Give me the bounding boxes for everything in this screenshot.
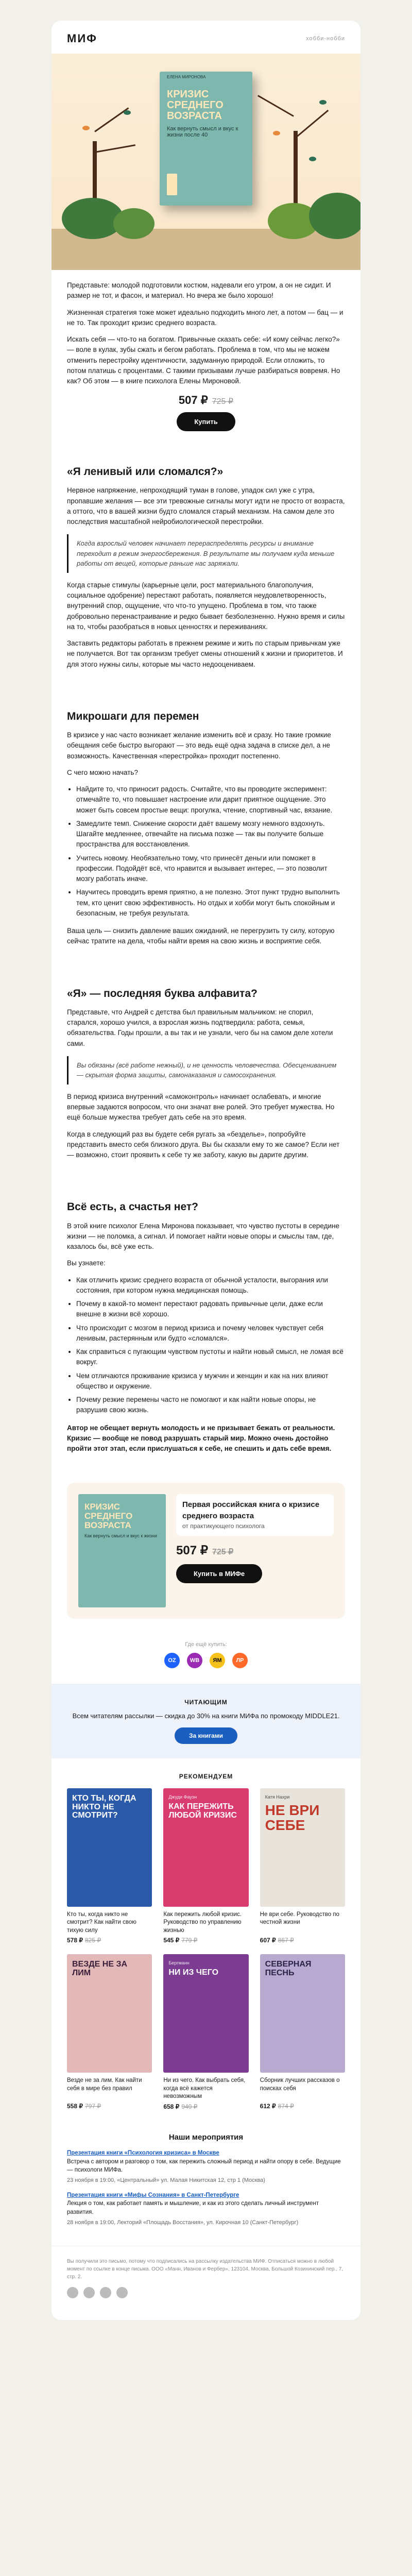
promo-caption bbox=[176, 1494, 334, 1536]
list-item: • Научитесь проводить время приятно, а не полезно. Этот пункт трудно выполнить тем, кто ценит свою эффективность. Но отдых и хобби могут быть спокойным и безопасным, не требуя результата. bbox=[76, 887, 345, 919]
old-price: 725 ₽ bbox=[212, 1548, 234, 1557]
book-price-row bbox=[260, 2103, 345, 2110]
vk-icon[interactable] bbox=[67, 2287, 78, 2298]
paragraph: Заставить редакторы работать в прежнем режиме и жить по старым привычкам уже не получается. Вот так организм требует смены отношений к жизни и приоритетов. И для этого нужны силы, которые мы часто недооцениваем. bbox=[67, 639, 343, 668]
cover-author: Джуди Фауэн bbox=[168, 1794, 197, 1800]
buy-button[interactable]: Купить bbox=[177, 412, 235, 431]
old-price: 725 ₽ bbox=[212, 397, 234, 406]
book-price: 607 ₽ bbox=[260, 1936, 276, 1944]
newsletter-card bbox=[52, 21, 360, 2320]
book-price-row bbox=[163, 2103, 248, 2110]
price: 507 ₽ bbox=[178, 394, 208, 407]
reader-title: ЧИТАЮЩИМ bbox=[184, 1699, 228, 1706]
where-to-buy bbox=[52, 1631, 360, 1684]
list-item: • Замедлите темп. Снижение скорости даёт вашему мозгу немного вздохнуть. Шагайте медленнее, отвечайте на письма позже — так вы получите больше пространства для восстановления. bbox=[76, 819, 345, 850]
promo-caption-text: от практикующего психолога bbox=[182, 1522, 265, 1530]
paragraph: Вы узнаете: bbox=[67, 1259, 106, 1267]
event-text: Лекция о том, как работает память и мышление, и как из этого сделать личный инструмент развития. bbox=[67, 2200, 319, 2216]
paragraph: Ваша цель — снизить давление ваших ожиданий, не перегрузить ту силу, которую сейчас тратите на дела, чтобы найти время на свою жизнь и восприятие себя. bbox=[67, 927, 335, 945]
yandex-market-icon[interactable]: ЯМ bbox=[210, 1653, 225, 1668]
book-price: 658 ₽ bbox=[163, 2103, 180, 2110]
event-meta: 28 ноября в 19:00, Лекторий «Площадь Восстания», ул. Кирочная 10 (Санкт-Петербург) bbox=[67, 2219, 299, 2226]
book-card[interactable] bbox=[260, 1954, 345, 2110]
buy-in-mif-button[interactable]: Купить в МИФе bbox=[176, 1564, 262, 1583]
footer bbox=[52, 2246, 360, 2320]
cover-author: Катя Нахри bbox=[265, 1794, 290, 1800]
intro-p1: Представьте: молодой подготовили костюм, надевали его утром, а он не сидит. И размер не тот, и фасон, и материал. Но вчера же было хорошо! bbox=[67, 281, 331, 300]
book-name[interactable]: Ни из чего. Как выбрать себя, когда всё кажется невозможным bbox=[163, 2077, 246, 2100]
reader-block bbox=[52, 1684, 360, 1758]
section-title: «Я ленивый или сломался?» bbox=[67, 466, 224, 478]
list-item: • Найдите то, что приносит радость. Считайте, что вы проводите эксперимент: отмечайте то, что повышает настроение или дарит приятное ощущение. Это может быть совсем простые вещи: прогулка, чтение, спортивный час, вязание. bbox=[76, 784, 345, 816]
paragraph: Когда старые стимулы (карьерные цели, рост материального благополучия, социальное одобрение) перестают работать, появляется неудовлетворенность, внутренний спор, ощущение, что что-то упущено. Проблема в том, что также добровольно перенастраивание и редко бывает безболезненно. Нужно время и силы на то, чтобы разобраться в новых ценностях и переживаниях. bbox=[67, 581, 345, 631]
book-price-row bbox=[67, 1937, 152, 1944]
list-item: • Как справиться с пугающим чувством пустоты и найти новый смысл, не ломая всё вокруг. bbox=[76, 1347, 345, 1368]
cover-title: СЕВЕРНАЯ ПЕСНЬ bbox=[265, 1960, 312, 1978]
list-item: • Учитесь новому. Необязательно тому, что принесёт деньги или поможет в профессии. Подойдёт всё, что нравится и вызывает интерес, — это позволит мозгу работать иначе. bbox=[76, 853, 345, 885]
book-card[interactable] bbox=[260, 1788, 345, 1944]
section-microsteps bbox=[52, 686, 360, 963]
book-price-row bbox=[163, 1937, 248, 1944]
hero-book-cover[interactable] bbox=[160, 72, 252, 206]
footer-text: Вы получили это письмо, потому что подписались на рассылку издательства МИФ. Отписаться можно в любой момент по ссылке в конце письма. ООО «Манн, Иванов и Фербер», 123104, Москва, Большой Козихинский пер., 7, стр. 2. bbox=[67, 2258, 344, 2280]
section-lazy bbox=[52, 442, 360, 686]
to-books-button[interactable]: За книгами bbox=[175, 1727, 237, 1744]
leaf bbox=[309, 157, 316, 161]
event-link[interactable]: Презентация книги «Психология кризиса» в Москве bbox=[67, 2149, 219, 2156]
paragraph: Когда в следующий раз вы будете себя ругать за «безделье», попробуйте представить вместо себя близкого друга. Вы бы сказали ему то же самое? Если нет — возможно, стоит проявить к себе ту же заботу, какую вы дарите другим. bbox=[67, 1130, 340, 1159]
book-price: 545 ₽ bbox=[163, 1937, 180, 1944]
intro-p3: Искать себя — что-то на богатом. Привычные сказать себе: «И кому сейчас легко?» — воле в кулак, зубы сжать и бегом работать. Проблема в том, что мы не можем отменить перестройку идентичности, задуманную природой. Если отложить, то потом платишь с процентами. С такими призывами лучше разбираться вовремя. Но как? Об этом — в книге психолога Елены Мироновой. bbox=[67, 335, 340, 385]
promo-book-cover[interactable] bbox=[78, 1494, 166, 1607]
ozon-icon[interactable]: OZ bbox=[164, 1653, 180, 1668]
book-cover[interactable] bbox=[67, 1954, 152, 2073]
promo-caption-title: Первая российская книга о кризисе среднего возраста bbox=[182, 1500, 320, 1520]
paragraph: В кризисе у нас часто возникает желание изменить всё и сразу. Но такие громкие обещания себе быстро выгорают — это ведь ещё одна задача в списке дел, а не возможность. Качественная «перестройка» проходит постепенно. bbox=[67, 731, 331, 760]
learn-list bbox=[76, 1275, 345, 1416]
section-happiness bbox=[52, 1177, 360, 1470]
event-link[interactable]: Презентация книги «Мифы Сознания» в Санкт-Петербурге bbox=[67, 2192, 239, 2198]
paragraph: Автор не обещает вернуть молодость и не призывает бежать от реальности. Кризис — вообще не повод разрушать старый мир. Можно очень достойно пройти этот этап, если прислушаться к себе, не спешить и дать себе время. bbox=[67, 1423, 335, 1452]
event-text: Встреча с автором и разговор о том, как пережить сложный период и найти опору в себе. Ведущие — психологи МИФа. bbox=[67, 2158, 341, 2174]
book-cover[interactable] bbox=[260, 1954, 345, 2073]
section-alphabet bbox=[52, 963, 360, 1177]
book-subtitle: Как вернуть смысл и вкус к жизни bbox=[84, 1533, 157, 1538]
paragraph: В период кризиса внутренний «самоконтроль» начинает ослабевать, и многие впервые задаются вопросом, что они значат вне ролей. Это требует мужества. Но ещё больше мужества требует дать себе на это время. bbox=[67, 1092, 335, 1122]
bush bbox=[309, 193, 360, 239]
cover-title: НИ ИЗ ЧЕГО bbox=[168, 1968, 219, 1977]
paragraph: Представьте, что Андрей с детства был правильным мальчиком: не спорил, старался, хорошо учился, а взрослая жизнь подтвердила: работа, семья, обязательства. Годы прошли, а вы так и не узнали, чего бы на самом деле хотели сами. bbox=[67, 1008, 333, 1047]
book-band bbox=[167, 174, 177, 195]
book-old-price: 797 ₽ bbox=[85, 2103, 101, 2110]
book-name[interactable]: Как пережить любой кризис. Руководство по управлению жизнью bbox=[163, 1911, 242, 1934]
book-old-price: 874 ₽ bbox=[278, 2103, 294, 2110]
list-item: • Как отличить кризис среднего возраста от обычной усталости, выгорания или состояния, при котором нужна медицинская помощь. bbox=[76, 1275, 345, 1296]
litres-icon[interactable]: ЛР bbox=[232, 1653, 248, 1668]
list-item: • Почему в какой-то момент перестают радовать привычные цели, даже если внешне в жизни всё хорошо. bbox=[76, 1299, 345, 1320]
hero-image bbox=[52, 54, 360, 270]
event-meta: 23 ноября в 19:00, «Центральный» ул. Малая Никитская 12, стр 1 (Москва) bbox=[67, 2177, 265, 2183]
book-name[interactable]: Сборник лучших рассказов о поисках себя bbox=[260, 2077, 340, 2092]
cover-title: НЕ ВРИ СЕБЕ bbox=[265, 1802, 320, 1834]
intro-section bbox=[52, 270, 360, 442]
book-old-price: 779 ₽ bbox=[181, 1937, 198, 1944]
event-item bbox=[67, 2191, 345, 2227]
quote: Вы обязаны (всё работе нежный), и не ценность человечества. Обесцениванием — скрытая форма защиты, самонаказания и самосохранения. bbox=[67, 1056, 345, 1084]
book-card[interactable] bbox=[67, 1788, 152, 1944]
book-cover[interactable] bbox=[163, 1954, 248, 2073]
social-icons bbox=[67, 2287, 345, 2298]
book-card[interactable] bbox=[67, 1954, 152, 2110]
logo[interactable]: МИФ bbox=[67, 32, 97, 45]
bush bbox=[113, 208, 154, 239]
leaf bbox=[319, 100, 327, 105]
book-card[interactable] bbox=[163, 1788, 248, 1944]
price: 507 ₽ bbox=[176, 1544, 208, 1558]
quote: Когда взрослый человек начинает перераспределять ресурсы и внимание переходит в режим энергосбережения. В результате мы получаем куда меньше работы от вещей, которые раньше нас заряжали. bbox=[67, 534, 345, 573]
book-price: 612 ₽ bbox=[260, 2103, 276, 2110]
book-old-price: 825 ₽ bbox=[85, 1937, 101, 1944]
paragraph: В этой книге психолог Елена Миронова показывает, что чувство пустоты в середине жизни — не поломка, а сигнал. И помогает найти новые опоры и смыслы там, где, казалось бы, всё уже есть. bbox=[67, 1222, 339, 1250]
wildberries-icon[interactable]: WB bbox=[187, 1653, 202, 1668]
section-title: Микрошаги для перемен bbox=[67, 710, 199, 722]
book-price: 558 ₽ bbox=[67, 2103, 83, 2110]
recommend-title: РЕКОМЕНДУЕМ bbox=[179, 1772, 233, 1780]
book-cover[interactable] bbox=[163, 1788, 248, 1907]
book-card[interactable] bbox=[163, 1954, 248, 2110]
book-title: КРИЗИС СРЕДНЕГО ВОЗРАСТА bbox=[84, 1502, 133, 1530]
store-icons bbox=[67, 1653, 345, 1668]
book-subtitle: Как вернуть смысл и вкус к жизни после 40 bbox=[167, 126, 238, 138]
header-link[interactable]: хобби-нобби bbox=[306, 36, 345, 42]
book-name[interactable]: Везде не за лим. Как найти себя в мире без правил bbox=[67, 2077, 142, 2092]
section-title: Всё есть, а счастья нет? bbox=[67, 1201, 198, 1213]
cover-author: Бергманн bbox=[168, 1960, 190, 1966]
list-item: • Чем отличаются проживание кризиса у мужчин и женщин и как на них влияют общество и окружение. bbox=[76, 1371, 345, 1392]
events-section bbox=[52, 2121, 360, 2246]
recommend-grid bbox=[52, 1788, 360, 2121]
paragraph: С чего можно начать? bbox=[67, 768, 138, 776]
price-row bbox=[67, 394, 345, 407]
youtube-icon[interactable] bbox=[100, 2287, 111, 2298]
book-old-price: 867 ₽ bbox=[278, 1936, 294, 1944]
book-price: 578 ₽ bbox=[67, 1937, 83, 1944]
header bbox=[52, 21, 360, 54]
book-cover[interactable] bbox=[67, 1788, 152, 1907]
book-author: ЕЛЕНА МИРОНОВА bbox=[167, 75, 206, 79]
book-cover[interactable] bbox=[260, 1788, 345, 1907]
book-price-row bbox=[260, 1937, 345, 1944]
section-title: «Я» — последняя буква алфавита? bbox=[67, 987, 258, 999]
where-to-buy-label: Где ещё купить: bbox=[185, 1641, 227, 1648]
microsteps-list bbox=[76, 784, 345, 919]
list-item: • Что происходит с мозгом в период кризиса и почему человек чувствует себя ленивым, растерянным или будто «сломался». bbox=[76, 1323, 345, 1344]
leaf bbox=[82, 126, 90, 130]
telegram-icon[interactable] bbox=[83, 2287, 95, 2298]
intro-p2: Жизненная стратегия тоже может идеально подходить много лет, а потом — бац — и не то. Так проходит кризис среднего возраста. bbox=[67, 308, 344, 327]
list-item: • Почему резкие перемены часто не помогают и как найти новые опоры, не разрушив свою жизнь. bbox=[76, 1395, 345, 1416]
event-item bbox=[67, 2149, 345, 2185]
leaf bbox=[124, 110, 131, 115]
reader-text: Всем читателям рассылки — скидка до 30% на книги МИФа по промокоду MIDDLE21. bbox=[72, 1712, 340, 1720]
book-title: КРИЗИС СРЕДНЕГО ВОЗРАСТА bbox=[167, 89, 224, 122]
paragraph: Нервное напряжение, непроходящий туман в голове, упадок сил уже с утра, пропавшие желания — все эти тревожные сигналы могут идти не просто от возраста, а оттого, что в вашей жизни будто сломался старый механизм. На самом деле это последствия масштабной нейробиологической перестройки. bbox=[67, 486, 345, 526]
book-name[interactable]: Кто ты, когда никто не смотрит? Как найти свою тихую силу bbox=[67, 1911, 136, 1934]
promo-block bbox=[67, 1483, 345, 1619]
dzen-icon[interactable] bbox=[116, 2287, 128, 2298]
events-title: Наши мероприятия bbox=[168, 2132, 244, 2142]
book-old-price: 940 ₽ bbox=[181, 2103, 198, 2110]
book-price-row bbox=[67, 2103, 152, 2110]
cover-title: КТО ТЫ, КОГДА НИКТО НЕ СМОТРИТ? bbox=[72, 1793, 136, 1820]
cover-title: КАК ПЕРЕЖИТЬ ЛЮБОЙ КРИЗИС bbox=[168, 1802, 237, 1820]
cover-title: ВЕЗДЕ НЕ ЗА ЛИМ bbox=[72, 1960, 128, 1978]
promo-price-row bbox=[176, 1543, 334, 1558]
book-name[interactable]: Не ври себе. Руководство по честной жизни bbox=[260, 1911, 339, 1926]
leaf bbox=[273, 131, 280, 135]
promo-info bbox=[176, 1494, 334, 1583]
